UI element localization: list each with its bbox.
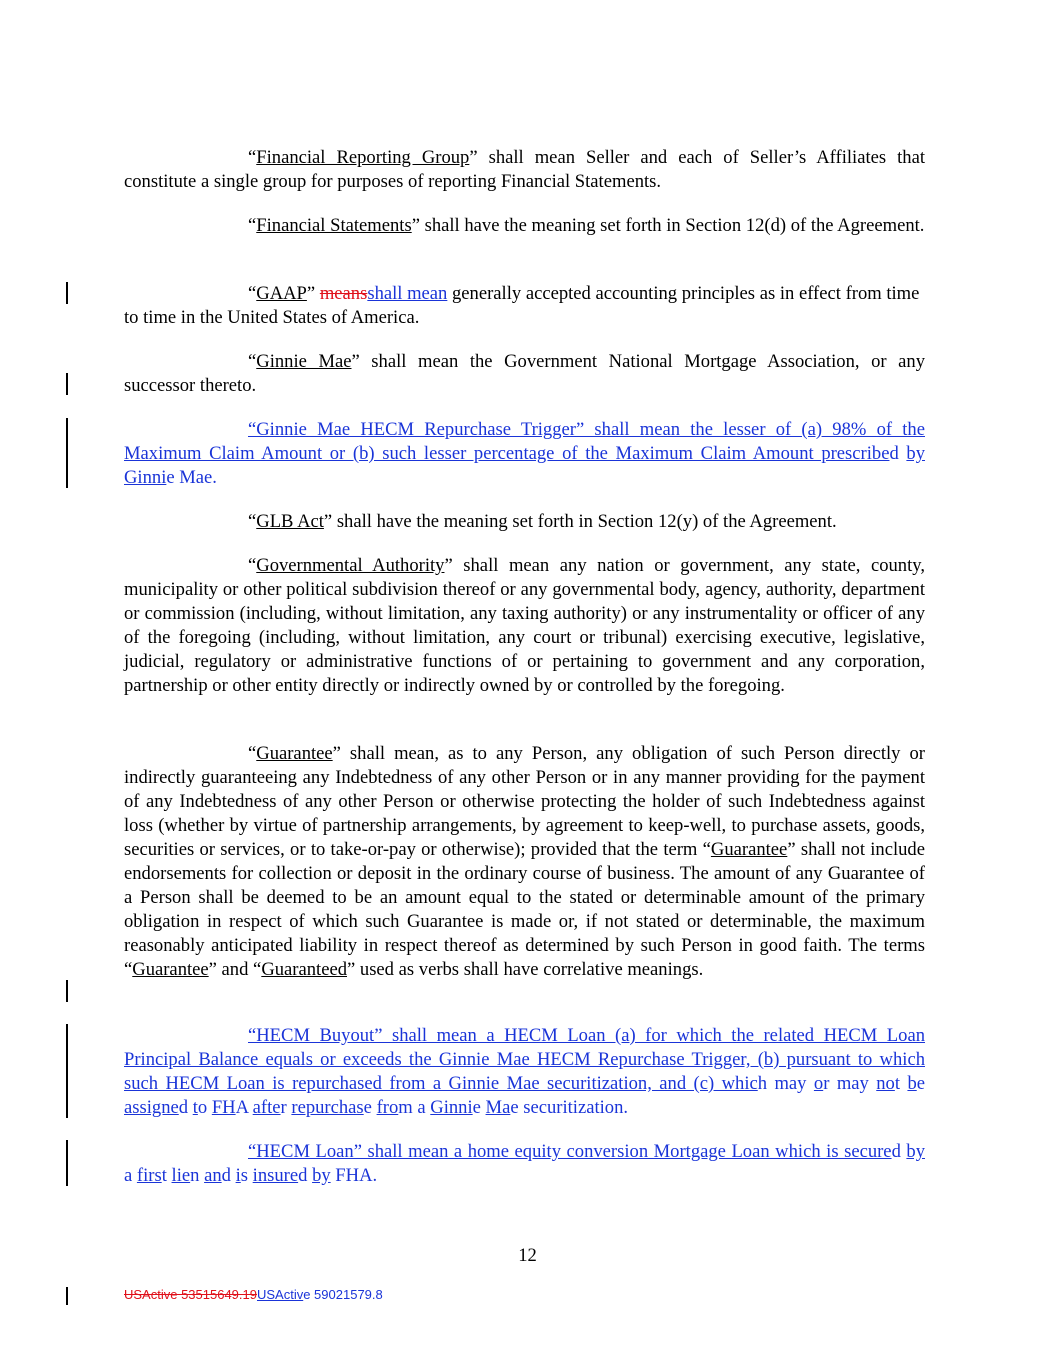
change-bar: [66, 418, 68, 488]
change-bar: [66, 373, 68, 395]
change-bar: [66, 1287, 68, 1305]
defined-term: Guarantee: [256, 743, 333, 764]
inserted-text: shall mean: [367, 283, 448, 304]
definition-governmental-authority: “Governmental Authority” shall mean any nation or government, any state, county, municipality or other political subdivision thereof or any governmental body, agency, authority, department or commission (including, without limitation, any taxing authority) or any instrumentality or officer of any of the foregoing (including, without limitation, any court or tribunal) exercising executive, legislative, judicial, regulatory or administrative functions of or pertaining to government and any corporation, partnership or other entity directly or indirectly owned by or controlled by the foregoing.: [124, 555, 925, 696]
change-bar: [66, 282, 68, 304]
page-number: 12: [518, 1245, 537, 1266]
defined-term: Financial Reporting Group: [256, 147, 470, 168]
inserted-text: “HECM Buyout” shall mean a HECM Loan (a) for which the related HECM Loan Principal Balance equals or exceeds the Ginnie Mae HECM Repurchase Trigger, (b) pursuant to which such HECM Loan is repurchased from a Ginnie Mae securitization, and (c) whic: [124, 1025, 925, 1094]
defined-term: Financial Statements: [256, 215, 412, 236]
change-bar: [66, 980, 68, 1002]
inserted-text: “HECM Loan” shall mean a home equity conversion Mortgage Loan which is secure: [248, 1141, 892, 1162]
inserted-text: “Ginnie Mae HECM Repurchase Trigger” shall mean the lesser of (a) 98% of the Maximum Claim Amount or (b) such lesser percentage of the Maximum Claim Amount prescribe: [124, 419, 925, 464]
inserted-document-id: USActiv: [256, 1287, 304, 1302]
definition-financial-statements: “Financial Statements” shall have the meaning set forth in Section 12(d) of the Agreement.: [248, 215, 925, 236]
definition-hecm-loan: “HECM Loan” shall mean a home equity conversion Mortgage Loan which is secured by a first lien and is insured by FHA.: [124, 1141, 925, 1186]
definition-guarantee: “Guarantee” shall mean, as to any Person, any obligation of such Person directly or indirectly guaranteeing any Indebtedness of any other Person or in any manner providing for the payment of any Indebtedness of any other Person or otherwise protecting the holder of such Indebtedness against loss (whether by virtue of partnership arrangements, by agreement to keep-well, to purchase assets, goods, securities or services, or to take-or-pay or otherwise); provided that the term “Guarantee” shall not include endorsements for collection or deposit in the ordinary course of business. The amount of any Guarantee of a Person shall be deemed to be an amount equal to the stated or determinable amount of the primary obligation in respect of which such Guarantee is made or, if not stated or determinable, the maximum reasonably anticipated liability in respect thereof as determined by such Person in good faith. The terms “Guarantee” and “Guaranteed” used as verbs shall have correlative meanings.: [124, 743, 925, 980]
deleted-text: means: [319, 283, 368, 304]
footer-document-id: USActive 53515649.19USActive 59021579.8: [124, 1287, 383, 1302]
definition-hecm-buyout: “HECM Buyout” shall mean a HECM Loan (a) for which the related HECM Loan Principal Balance equals or exceeds the Ginnie Mae HECM Repurchase Trigger, (b) pursuant to which such HECM Loan is repurchased from a Ginnie Mae securitization, and (c) which may or may not be assigned to FHA after repurchase from a Ginnie Mae securitization.: [124, 1025, 925, 1118]
change-bar: [66, 1024, 68, 1118]
defined-term: GLB Act: [256, 511, 324, 532]
definition-glb-act: “GLB Act” shall have the meaning set forth in Section 12(y) of the Agreement.: [248, 511, 837, 532]
definition-financial-reporting-group: “Financial Reporting Group” shall mean Seller and each of Seller’s Affiliates that constitute a single group for purposes of reporting Financial Statements.: [124, 147, 925, 192]
defined-term: GAAP: [256, 283, 307, 304]
definition-ginnie-mae-hecm-repurchase-trigger: “Ginnie Mae HECM Repurchase Trigger” shall mean the lesser of (a) 98% of the Maximum Claim Amount or (b) such lesser percentage of the Maximum Claim Amount prescribed by Ginnie Mae.: [124, 419, 925, 488]
defined-term: Governmental Authority: [256, 555, 445, 576]
definition-gaap: “GAAP” meansshall mean generally accepted accounting principles as in effect from time to time in the United States of America.: [124, 283, 920, 328]
definition-ginnie-mae: “Ginnie Mae” shall mean the Government National Mortgage Association, or any successor thereto.: [124, 351, 925, 396]
deleted-document-id: USActive 53515649.19: [124, 1287, 257, 1302]
defined-term: Ginnie Mae: [256, 351, 352, 372]
change-bar: [66, 1140, 68, 1186]
